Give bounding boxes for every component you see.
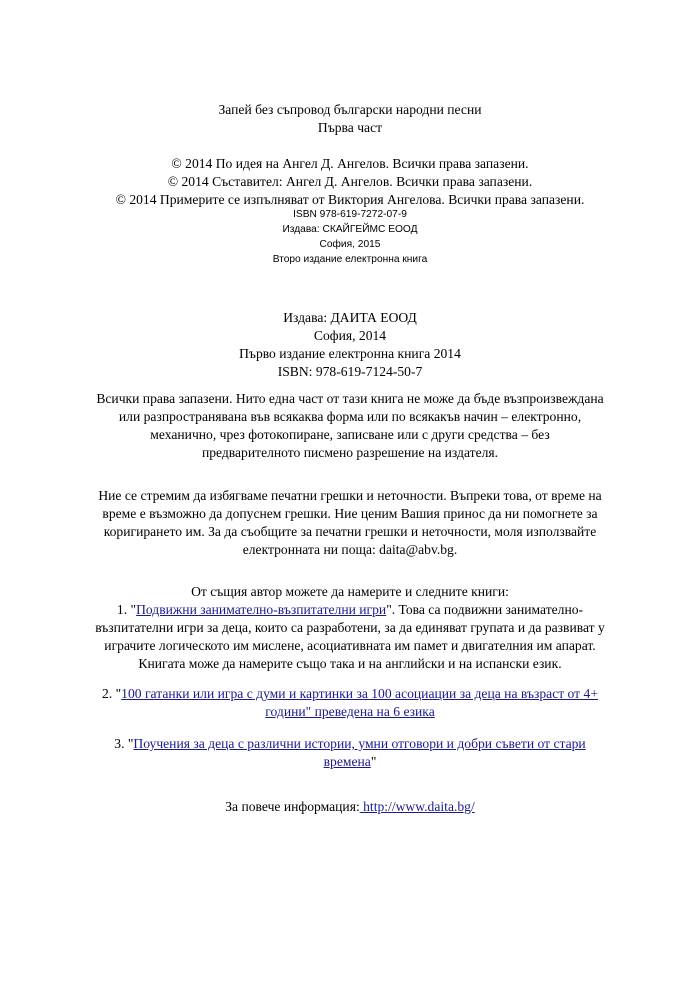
edition-label-second: Второ издание електронна книга — [272, 254, 428, 265]
isbn-first-edition: ISBN: 978-619-7124-50-7 — [277, 364, 423, 379]
second-edition-block — [60, 207, 640, 267]
copyright-block — [60, 155, 640, 209]
city-year-first-edition: София, 2014 — [313, 328, 387, 343]
books-section — [60, 583, 640, 673]
errata-paragraph — [60, 487, 640, 559]
book-2-link[interactable]: 100 гатанки или игра с думи и картинки за 100 асоциации за деца на възраст от 4+ — [121, 686, 598, 701]
book-3-link[interactable]: Поучения за деца с различни истории, умни отговори и добри съвети от стари — [133, 736, 586, 751]
book-2-entry — [60, 685, 640, 721]
book-1-link[interactable]: Подвижни занимателно-възпитателни игри — [136, 602, 387, 617]
more-info — [60, 798, 640, 816]
errata-line: време е възможно да допуснем грешки. Ние ценим Вашия принос да ни помогнете за — [102, 506, 598, 521]
copyright-line: © 2014 По идея на Ангел Д. Ангелов. Всички права запазени. — [171, 156, 529, 171]
title-line-1: Запей без съпровод български народни песни — [218, 102, 482, 117]
book-1-prefix: 1. " — [116, 602, 137, 617]
book-1-description: Книгата може да намерите също така и на английски и на испански език. — [138, 656, 562, 671]
errata-line: Ние се стремим да избягваме печатни грешки и неточности. Въпреки това, от време на — [98, 488, 602, 503]
book-title — [60, 101, 640, 137]
books-intro: От същия автор можете да намерите и следните книги: — [191, 584, 509, 599]
errata-line: коригирането им. За да съобщите за печатни грешки и неточности, моля използвайте — [103, 524, 597, 539]
rights-paragraph — [60, 390, 640, 462]
rights-line: Всички права запазени. Нито една част от тази книга не може да бъде възпроизвеждана — [96, 391, 604, 406]
publisher-second-edition: Издава: СКАЙГЕЙМС ЕООД — [282, 224, 418, 235]
book-3-link-continued[interactable]: времена — [323, 754, 371, 769]
book-1-description: възпитателни игри за деца, които са разработени, за да единяват групата и да развиват у — [95, 620, 605, 635]
first-edition-block — [60, 309, 640, 381]
book-3-prefix: 3. " — [114, 736, 134, 751]
rights-line: предварителното писмено разрешение на издателя. — [201, 445, 499, 460]
isbn-second-edition: ISBN 978-619-7272-07-9 — [293, 209, 407, 220]
publisher-first-edition: Издава: ДАИТА ЕООД — [283, 310, 417, 325]
copyright-line: © 2014 Съставител: Ангел Д. Ангелов. Всички права запазени. — [167, 174, 533, 189]
book-1-first-line — [60, 601, 640, 619]
edition-label-first: Първо издание електронна книга 2014 — [239, 346, 461, 361]
rights-line: механично, чрез фотокопиране, записване или с други средства – без — [150, 427, 550, 442]
city-year-second-edition: София, 2015 — [319, 239, 381, 250]
more-info-label: За повече информация: — [225, 799, 360, 814]
rights-line: или разпространявана във всякаква форма или по всякакъв начин – електронно, — [118, 409, 582, 424]
book-3-entry — [60, 735, 640, 771]
book-1-description: играчите логическото им мислене, асоциативната им памет и двигателния им апарат. — [104, 638, 596, 653]
book-3-suffix: " — [370, 754, 377, 769]
title-line-2: Първа част — [317, 120, 383, 135]
book-1-suffix: ". Това са подвижни занимателно- — [386, 602, 584, 617]
copyright-line: © 2014 Примерите се изпълняват от Виктория Ангелова. Всички права запазени. — [115, 192, 585, 207]
book-2-prefix: 2. " — [102, 686, 122, 701]
errata-line: електронната ни поща: daita@abv.bg. — [242, 542, 458, 557]
book-2-link-continued[interactable]: години" преведена на 6 езика — [265, 704, 435, 719]
website-link[interactable]: http://www.daita.bg/ — [359, 799, 475, 814]
